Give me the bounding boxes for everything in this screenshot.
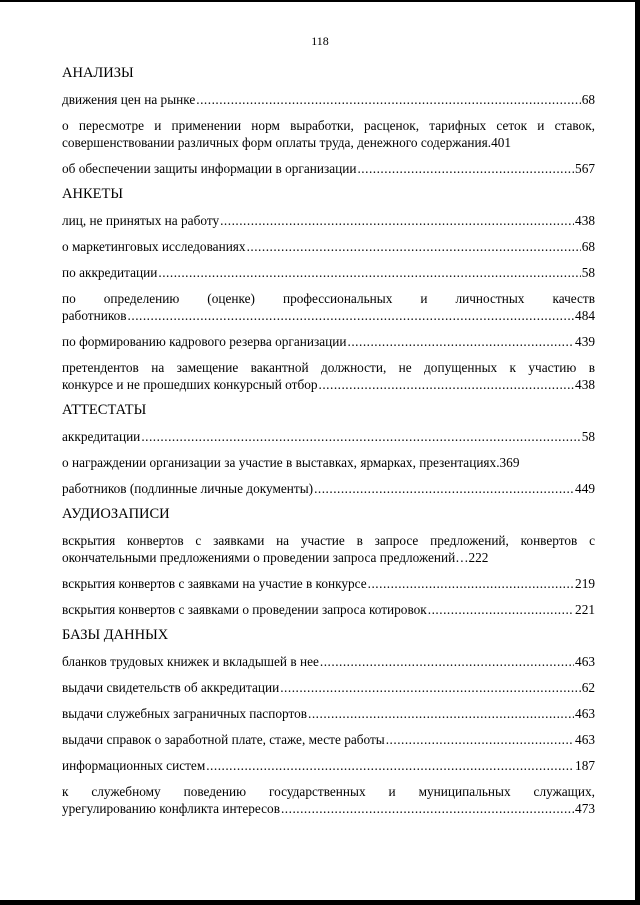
page-number: 118	[311, 34, 329, 48]
page-ref: 187	[575, 758, 595, 773]
entry-text: выдачи справок о заработной плате, стаже, месте работы	[62, 732, 385, 747]
entry-text-line: окончательными предложениями о проведении запроса предложений…222	[62, 550, 489, 565]
entry-leader-line	[62, 705, 595, 722]
page-ref: 221	[575, 602, 595, 617]
entry-leader-line	[62, 238, 595, 255]
index-entry	[62, 532, 595, 566]
dot-leader	[348, 333, 575, 350]
entry-text-line: о пересмотре и применении норм выработки, расценок, тарифных сеток и ставок,	[62, 118, 595, 133]
dot-leader	[357, 160, 574, 177]
page-ref: 438	[575, 377, 595, 392]
index-entry	[62, 731, 595, 748]
entry-leader-line	[62, 679, 595, 696]
entry-text: бланков трудовых книжек и вкладышей в нее	[62, 654, 319, 669]
entry-leader-line	[62, 480, 595, 497]
page-ref: 463	[575, 706, 595, 721]
entry-leader-line	[62, 601, 595, 618]
entry-text: об обеспечении защиты информации в организации	[62, 161, 357, 176]
index-entry	[62, 264, 595, 281]
entry-text: по аккредитации	[62, 265, 158, 280]
dot-leader	[158, 264, 580, 281]
page-ref: 58	[581, 429, 595, 444]
index-entry	[62, 117, 595, 151]
dot-leader	[386, 731, 574, 748]
entry-text-line: совершенствовании различных форм оплаты труда, денежного содержания.401	[62, 135, 512, 150]
entry-leader-line	[62, 376, 595, 393]
index-entry	[62, 91, 595, 108]
page-ref: 438	[575, 213, 595, 228]
entry-text: аккредитации	[62, 429, 141, 444]
entry-text-line: к служебному поведению государственных и муниципальных служащих,	[62, 784, 595, 799]
entry-text: о маркетинговых исследованиях	[62, 239, 246, 254]
dot-leader	[320, 653, 574, 670]
index-entry	[62, 333, 595, 350]
dot-leader	[280, 679, 580, 696]
entry-leader-line	[62, 264, 595, 281]
entry-leader-line	[62, 212, 595, 229]
dot-leader	[368, 575, 574, 592]
entry-text: лиц, не принятых на работу	[62, 213, 220, 228]
entry-text: работников (подлинные личные документы)	[62, 481, 314, 496]
entry-leader-line	[62, 307, 595, 324]
dot-leader	[247, 238, 581, 255]
entry-leader-line	[62, 757, 595, 774]
entry-text-line: претендентов на замещение вакантной должности, не допущенных к участию в	[62, 360, 595, 375]
scan-border-top	[0, 0, 640, 2]
dot-leader	[220, 212, 574, 229]
dot-leader	[314, 480, 574, 497]
page-ref: 68	[581, 239, 595, 254]
index-entry	[62, 783, 595, 817]
entry-text: урегулированию конфликта интересов	[62, 801, 280, 816]
index-entry	[62, 454, 595, 471]
entry-text: работников	[62, 308, 127, 323]
entry-text: движения цен на рынке	[62, 92, 196, 107]
index-entry	[62, 238, 595, 255]
entry-text: выдачи служебных заграничных паспортов	[62, 706, 308, 721]
index-entry	[62, 359, 595, 393]
dot-leader	[308, 705, 574, 722]
entry-text: вскрытия конвертов с заявками о проведении запроса котировок	[62, 602, 427, 617]
dot-leader	[141, 428, 580, 445]
dot-leader	[206, 757, 574, 774]
section-title: БАЗЫ ДАННЫХ	[62, 627, 169, 643]
dot-leader	[281, 800, 574, 817]
page-ref: 219	[575, 576, 595, 591]
section-title: АТТЕСТАТЫ	[62, 402, 147, 418]
entry-leader-line	[62, 575, 595, 592]
entry-leader-line	[62, 428, 595, 445]
index-entry	[62, 575, 595, 592]
index-entry	[62, 601, 595, 618]
page-ref: 473	[575, 801, 595, 816]
entry-text-line: вскрытия конвертов с заявками на участие в запросе предложений, конвертов с	[62, 533, 595, 548]
entry-leader-line	[62, 91, 595, 108]
entry-text: вскрытия конвертов с заявками на участие в конкурсе	[62, 576, 367, 591]
dot-leader	[319, 376, 575, 393]
page-ref: 68	[581, 92, 595, 107]
page-ref: 58	[581, 265, 595, 280]
scan-border-right	[635, 0, 640, 905]
section-title: АУДИОЗАПИСИ	[62, 506, 170, 522]
dot-leader	[128, 307, 575, 324]
index-entry	[62, 757, 595, 774]
page-ref: 567	[575, 161, 595, 176]
index-entry	[62, 160, 595, 177]
entry-text-line: по определению (оценке) профессиональных и личностных качеств	[62, 291, 595, 306]
entry-leader-line	[62, 800, 595, 817]
page-ref: 463	[575, 732, 595, 747]
entry-leader-line	[62, 653, 595, 670]
entry-text: выдачи свидетельств об аккредитации	[62, 680, 280, 695]
entry-leader-line	[62, 333, 595, 350]
section-title: АНКЕТЫ	[62, 186, 123, 202]
index-entry	[62, 480, 595, 497]
section-title: АНАЛИЗЫ	[62, 65, 134, 81]
entry-leader-line	[62, 160, 595, 177]
dot-leader	[196, 91, 580, 108]
entry-leader-line	[62, 731, 595, 748]
dot-leader	[428, 601, 574, 618]
index-content	[62, 60, 595, 826]
page-ref: 449	[575, 481, 595, 496]
entry-text: конкурсе и не прошедших конкурсный отбор	[62, 377, 318, 392]
entry-text-line: о награждении организации за участие в выставках, ярмарках, презентациях.369	[62, 455, 520, 470]
entry-text: информационных систем	[62, 758, 206, 773]
page-ref: 439	[575, 334, 595, 349]
scan-border-bottom	[0, 900, 640, 905]
page-ref: 463	[575, 654, 595, 669]
index-entry	[62, 212, 595, 229]
index-entry	[62, 679, 595, 696]
page-ref: 62	[581, 680, 595, 695]
index-entry	[62, 428, 595, 445]
page-ref: 484	[575, 308, 595, 323]
index-entry	[62, 705, 595, 722]
entry-text: по формированию кадрового резерва организации	[62, 334, 347, 349]
index-entry	[62, 290, 595, 324]
index-entry	[62, 653, 595, 670]
